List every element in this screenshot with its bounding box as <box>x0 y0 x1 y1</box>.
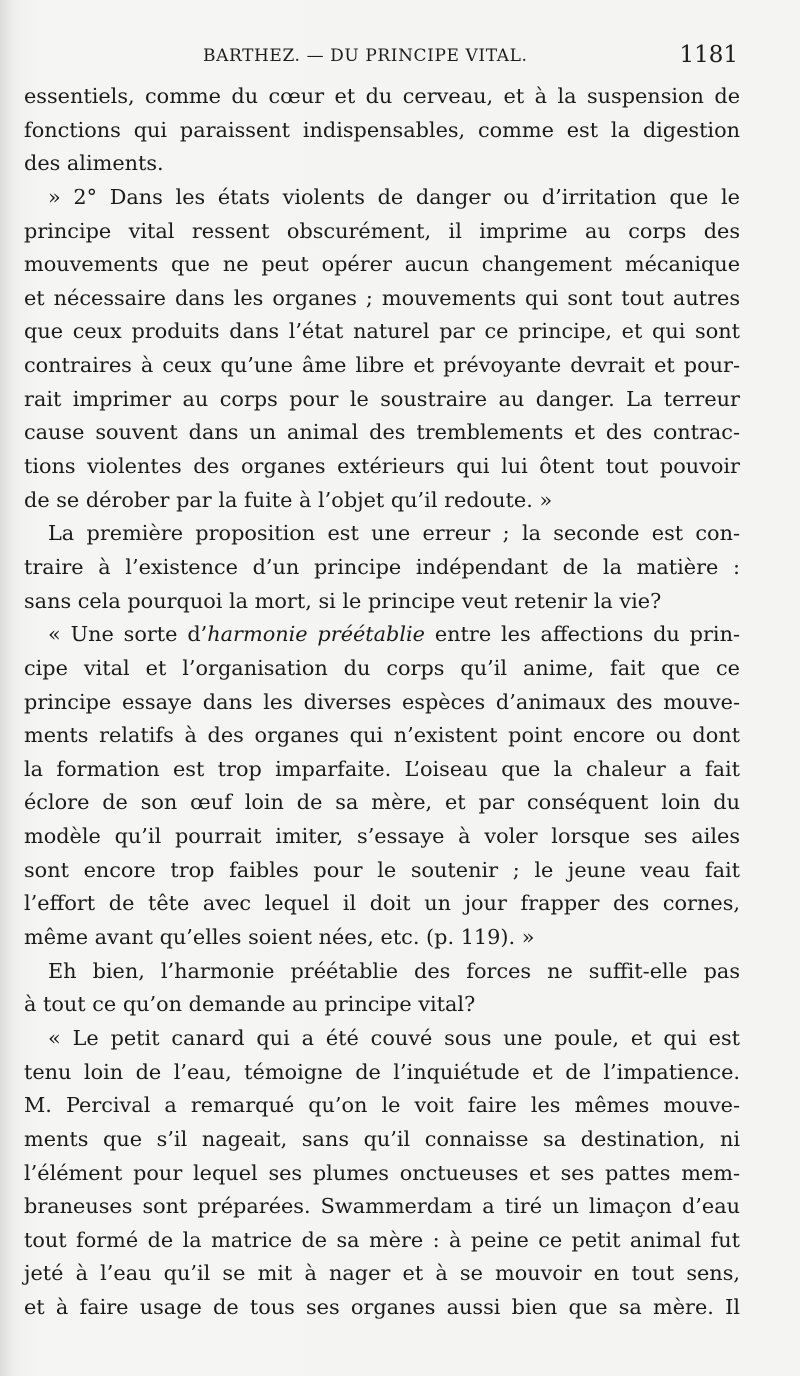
text-line: modèle qu’il pourrait imiter, s’essaye à voler lorsque ses ailes <box>24 824 740 849</box>
page-number: 1181 <box>679 42 738 68</box>
text-line: tout formé de la matrice de sa mère : à peine ce petit animal fut <box>24 1227 740 1252</box>
paragraph-3 <box>24 517 740 618</box>
text-line: la formation est trop imparfaite. L’oiseau que la chaleur a fait <box>24 756 740 781</box>
text-line: fonctions qui paraissent indispensables, comme est la digestion <box>24 117 740 142</box>
text-line: » 2° Dans les états violents de danger ou d’irritation que le <box>48 184 740 209</box>
text-line: des aliments. <box>24 151 164 176</box>
paragraph-4 <box>24 618 740 954</box>
text-line: ments que s’il nageait, sans qu’il connaisse sa destination, ni <box>24 1126 740 1151</box>
text-line: traire à l’existence d’un principe indépendant de la matière : <box>24 554 740 579</box>
text-line: « Le petit canard qui a été couvé sous une poule, et qui est <box>48 1025 740 1050</box>
paragraph-1 <box>24 80 740 181</box>
text-line: rait imprimer au corps pour le soustraire au danger. La terreur <box>24 386 740 411</box>
text-fragment: « Une sorte d’ <box>48 622 208 647</box>
text-line: de se dérober par la fuite à l’objet qu’il redoute. » <box>24 487 553 512</box>
text-line: même avant qu’elles soient nées, etc. (p. 119). » <box>24 925 535 950</box>
text-line: contraires à ceux qu’une âme libre et prévoyante devrait et pour- <box>24 353 740 378</box>
text-line: l’élément pour lequel ses plumes onctueuses et ses pattes mem- <box>24 1160 740 1185</box>
text-line: La première proposition est une erreur ; la seconde est con- <box>48 521 740 546</box>
text-line: et à faire usage de tous ses organes aussi bien que sa mère. Il <box>24 1295 740 1320</box>
text-line: à tout ce qu’on demande au principe vital? <box>24 992 476 1017</box>
text-line: principe essaye dans les diverses espèces d’animaux des mouve- <box>24 689 740 714</box>
paragraph-2 <box>24 181 740 517</box>
text-line: Eh bien, l’harmonie préétablie des forces ne suffit-elle pas <box>48 958 740 983</box>
text-line: ments relatifs à des organes qui n’existent point encore ou dont <box>24 723 740 748</box>
body-text <box>24 80 740 1325</box>
text-line <box>24 618 740 652</box>
italic-phrase: harmonie préétablie <box>207 622 425 647</box>
text-line: tions violentes des organes extérieurs qui lui ôtent tout pouvoir <box>24 454 740 479</box>
text-line: essentiels, comme du cœur et du cerveau, et à la suspension de <box>24 84 740 108</box>
paragraph-5 <box>24 955 740 1022</box>
page-header <box>0 40 800 74</box>
text-line: cipe vital et l’organisation du corps qu’il anime, fait que ce <box>24 655 740 680</box>
text-line: cause souvent dans un animal des tremblements et des contrac- <box>24 420 740 445</box>
text-fragment: entre les affections du prin- <box>425 622 740 647</box>
text-line: principe vital ressent obscurément, il imprime au corps des <box>24 218 740 243</box>
text-line: M. Percival a remarqué qu’on le voit faire les mêmes mouve- <box>24 1093 740 1118</box>
text-line: éclore de son œuf loin de sa mère, et par conséquent loin du <box>24 790 740 815</box>
text-line: tenu loin de l’eau, témoigne de l’inquiétude et de l’impatience. <box>24 1059 740 1084</box>
text-line: mouvements que ne peut opérer aucun changement mécanique <box>24 252 740 277</box>
text-line: que ceux produits dans l’état naturel par ce principe, et qui sont <box>24 319 740 344</box>
text-line: sans cela pourquoi la mort, si le principe veut retenir la vie? <box>24 588 662 613</box>
text-line: sont encore trop faibles pour le soutenir ; le jeune veau fait <box>24 857 740 882</box>
text-line: et nécessaire dans les organes ; mouvements qui sont tout autres <box>24 285 740 310</box>
paragraph-6 <box>24 1022 740 1325</box>
text-line: braneuses sont préparées. Swammerdam a tiré un limaçon d’eau <box>24 1194 740 1219</box>
text-line: l’effort de tête avec lequel il doit un jour frapper des cornes, <box>24 891 740 916</box>
running-title: BARTHEZ. — DU PRINCIPE VITAL. <box>203 46 528 66</box>
text-line: jeté à l’eau qu’il se mit à nager et à se mouvoir en tout sens, <box>24 1261 740 1286</box>
